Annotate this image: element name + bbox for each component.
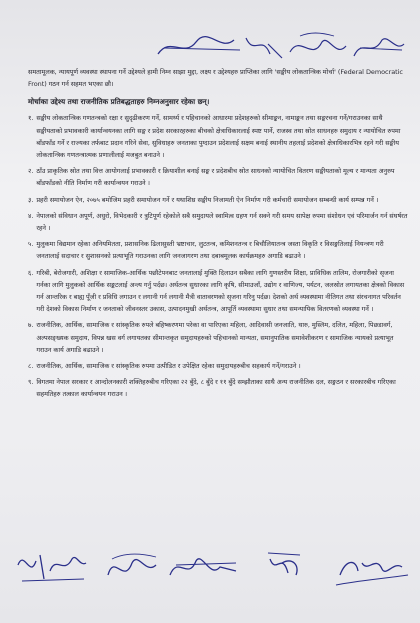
objective-item-1 bbox=[28, 112, 408, 161]
objective-item-7 bbox=[28, 319, 408, 356]
objectives-heading: मोर्चाका उद्देश्य तथा राजनीतिक प्रतिबद्धताहरु निम्नअनुसार रहेका छन्। bbox=[28, 97, 210, 107]
objective-item-6 bbox=[28, 267, 408, 316]
item-text: विगतमा नेपाल सरकार र आन्दोलनकारी शक्तिहरुबीच गरिएका २२ बुँदे, ८ बुँदे र ११ बुँदे सम्झौताका साथै अन्य राजनीतिक दल, सङ्गठन र सरकारबीच गरिएका सहमतिहरु तत्काल कार्यान्वयन गराउन । bbox=[36, 378, 396, 399]
item-text: राजनीतिक, आर्थिक, सामाजिक र सांस्कृतिक रुपले बहिष्करणमा परेका वा पारिएका महिला, आदिवासी जनजाति, थारु, मुस्लिम, दलित, महिला, पिछडावर्ग, अल्पसङ्ख्यक समुदाय, विपन्न खस वर्ग लगायतका सीमान्तकृत समुदायहरुको पहिचानको मान्यता, समानुपातिक समावेशीकरण र सामाजिक न्यायको प्रत्याभूत गराउन कार्य अगाडि बढाउने । bbox=[36, 321, 394, 354]
bottom-signatures bbox=[0, 545, 420, 623]
objective-item-9 bbox=[28, 376, 408, 400]
item-text: प्रहरी समायोजन ऐन, २०७५ बमोजिम प्रहरी समायोजन गर्ने र यथाशिघ्र सङ्घीय निजामती ऐन निर्माण गरी कर्मचारी समायोजन सम्बन्धी कार्य सम्पन्न गर्ने । bbox=[36, 195, 379, 204]
item-number: ६. bbox=[28, 268, 34, 277]
objective-item-8 bbox=[28, 360, 408, 372]
objective-item-3 bbox=[28, 194, 408, 206]
item-number: ९. bbox=[28, 378, 34, 387]
item-number: १. bbox=[28, 114, 34, 123]
item-number: ५. bbox=[28, 240, 34, 249]
objective-item-2 bbox=[28, 165, 408, 189]
item-number: २. bbox=[28, 167, 34, 176]
item-text: सङ्घीय लोकतान्त्रिक गणतन्त्रको रक्षा र सुदृढीकरण गर्ने, सामर्थ्य र पहिचानको आधारमा प्रदेशहरुको सीमाङ्कन, नामाङ्कन तथा सङ्घरचना गर्ने/गराउनका साथै सङ्घीयताको प्रभावकारी कार्यान्वयनका लागि सङ्घ र प्रदेश सरकारहरुका बीचको क्षेत्राधिकारलाई स्पष्ट पार्ने, राजस्व तथा स्रोत साधनहरु समुदाय र न्यायोचित रुपमा बाँडफाँड गर्ने र राज्यका तर्फबाट प्रदान गरिने सेवा, सुविधाहरु जनताका पुग्दाउन प्रदेशलाई सक्षम बनाई स्थानीय तहलाई प्रदेशको क्षेत्राधिकारभित्र रहने गरी सङ्घीय लोकतान्त्रिक गणतन्त्रात्मक प्रणालीलाई मजबुत बनाउने । bbox=[36, 114, 401, 160]
item-number: ४. bbox=[28, 211, 34, 220]
objective-item-5 bbox=[28, 238, 408, 262]
objective-item-4 bbox=[28, 210, 408, 234]
item-text: राजनीतिक, आर्थिक, सामाजिक र सांस्कृतिक रुपमा उत्पीडित र उपेक्षित रहेका समुदायहरुबीच सहकार्य गर्ने/गराउने । bbox=[36, 362, 301, 371]
item-text: ठाँउ प्राकृतिक स्रोत तथा वित्त आयोगलाई प्रभावकारी र क्रियाशील बनाई सङ्घ र प्रदेशबीच स्रोत साधनको न्यायोचित वितरण सङ्घीयताको मूल्य र मान्यता अनुरुप बाँडफाँडको नीति निर्माण गरी कार्यान्वयन गराउने । bbox=[36, 167, 395, 188]
top-signatures bbox=[150, 28, 410, 68]
intro-paragraph: समतामूलक, न्यायपूर्ण व्यवस्था स्थापना गर्ने उद्देश्यले हामी निम्न साझा मुद्दा, लक्ष्य र उद्देश्यहरु प्राप्तिका लागि 'सङ्घीय लोकतान्त्रिक मोर्चा' (Federal Democratic Front) गठन गर्न सहमत भएका छौ। bbox=[28, 68, 403, 89]
item-number: ७. bbox=[28, 321, 34, 330]
item-text: मुलुकमा विद्यमान रहेका अनियमितता, प्रशासनिक ढिलासुस्ती भ्रष्टाचार, लुटतन्त्र, कमिशनतन्त्र र बिचौलियातन्त्र जस्ता विकृति र विसङ्गतिलाई नियन्त्रण गरी जनतालाई सदाचार र सुशासनको प्रत्याभूति गराउनका लागि जनजागरण तथा दबाबमूलक कार्यक्रमहरु अगाडि बढाउने । bbox=[36, 240, 384, 261]
item-number: ८. bbox=[28, 362, 34, 371]
item-text: नेपालको संविधान अपूर्ण, अधुरो, विभेदकारी र त्रुटिपूर्ण रहेकोले सबै समुदायले स्वामित्व ग्रहण गर्न सक्ने गरी समय सापेक्ष रुपमा संशोधन एवं परिमार्जन गर्न संघर्षरत रहने । bbox=[36, 211, 408, 233]
item-text: गरिबी, बेरोजगारी, अशिक्षा र सामाजिक-आर्थिक पछौटेपनबाट जनतालाई मुक्ति दिलाउन सबैका लागि गुणस्तरीय शिक्षा, प्राविधिक तालिम, रोजगारीको सृजना गर्नका लागि मुलुकको आर्थिक सङ्कटलाई अन्त्य गर्नु पर्दछ। अर्थतन्त्र सुधारका लागि कृषि, सीमाउजाँ, उद्योग र वाणिज्य, पर्यटन, जलस्रोत लगायतका क्षेत्रको विकास गर्न आन्तरिक र बाह्य पूँजी र प्रविधि लगाउन र लगानी गर्न लगानी मैत्री वातावरणको सृजना गरिनु पर्दछ। देशको अर्थ व्यवस्थामा नीतिगत तथा संरचनागत परिवर्तन गरी देशको विकास निर्माण र जनताको जीवनस्तर उकास, उत्पादनमुखी अर्थतन्त्र, आपूर्ति व्यवस्थामा सुधार तथा समन्यायिक वितरणको व्यवस्था गर्ने । bbox=[36, 268, 405, 314]
item-number: ३. bbox=[28, 195, 34, 204]
